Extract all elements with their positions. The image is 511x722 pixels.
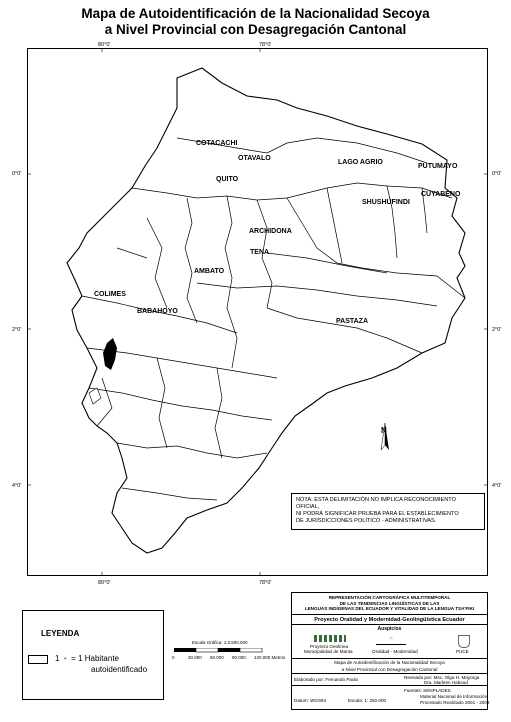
place-label-colimes: COLIMES [94,291,126,298]
coord-lat-4-left: 4°0' [12,483,22,489]
scale-tick-2: 60.000 [210,655,224,660]
scale-tick-0: 0 [172,655,175,660]
tb-project-text: Proyecto Oralidad y Modernidad-Geolingüística Ecuador [314,617,465,623]
place-label-pastaza: PASTAZA [336,318,369,325]
coord-lat-2-left: 2°0' [12,327,22,333]
place-label-lago-agrio: LAGO AGRIO [338,159,383,166]
tb-footer [292,685,490,710]
tb-map-title [292,658,487,673]
coord-lat-4-right: 4°0' [492,483,502,489]
legend-item-suffix: autoidentificado [91,665,148,674]
tb-sponsor2: Oralidad - Modernidad [372,649,418,654]
tb-map-title-2: a Nivel Provincial con Desagregación Cantonal [341,666,438,672]
place-label-shushufindi: SHUSHUFINDI [362,199,410,206]
tb-header [292,595,487,612]
country-outline [67,68,465,553]
legend-item-eq: = 1 Habitante [71,654,119,663]
tb-sponsor1a: Proyecto Geolínea [310,644,349,649]
place-label-putumayo: PUTUMAYO [418,163,458,170]
note-line2: NI PODRÁ SIGNIFICAR PRUEBA PARA EL ESTABLECIMIENTO [296,511,459,517]
scale-tick-4: 120.000 Metros [254,655,286,660]
coord-lat-2-right: 2°0' [492,327,502,333]
tb-sources-1: Fuentes: SENPLADES [404,688,451,693]
tb-sponsor1b: Municipalidad de Manta [304,649,353,654]
tb-made-by: Elaborado por: Fernando Paulo [294,677,359,682]
tb-sources-3: Procesado Realizado 2001 - 2003 [420,700,490,705]
scale-tick-1: 30.000 [188,655,202,660]
scale-bar-graphic [174,648,284,654]
coord-lat-0-left: 0°0' [12,171,22,177]
coord-lon-78-top: 78°0' [259,42,272,48]
map-title [0,6,511,38]
legend-item [55,654,119,663]
place-label-archidona: ARCHIDONA [249,228,292,235]
title-block [291,592,488,710]
disclaimer-note [291,493,485,530]
place-label-babahoyo: BABAHOYO [137,308,178,315]
north-arrow-label: N [381,426,387,435]
tb-scale: Escala: 1: 250.000 [348,698,387,703]
legend-title: LEYENDA [41,629,80,638]
tb-header-3: LENGUAS INDÍGENAS DEL ECUADOR Y VITALIDAD DE LA LENGUA TSA'FIKI [304,606,475,611]
tb-reviewed-1: Revisado por: Msc. Olga H. Mayorga [404,675,480,680]
note-line3: DE JURISDICCIONES POLÍTICO - ADMINISTRATIVAS. [296,518,437,524]
map-title-line1: Mapa de Autoidentificación de la Nacionalidad Secoya [81,6,430,21]
tb-credits [292,673,487,685]
scale-title: Escala Gráfica: 1:3.500.000 [192,640,248,645]
scale-tick-3: 90.000 [232,655,246,660]
tb-project [292,614,487,624]
sponsor-logo-3-icon [458,635,470,648]
coord-lon-78-bottom: 78°0' [259,580,272,586]
sponsor-logo-2: ~ [376,636,406,645]
tb-sources-2: Material Nacional de Información [420,694,488,699]
place-label-cuyabeno: CUYABENO [421,191,461,198]
dot-icon: • [63,654,67,663]
coord-lon-80-top: 80°0' [98,42,111,48]
place-label-cotacachi: COTACACHI [196,140,238,147]
tb-header-2: DE LAS TENDENCIAS LINGÜÍSTICAS DE LAS [339,600,440,606]
tb-map-title-1: Mapa de Autoidentificación de la Nacionalidad Secoya [334,660,445,665]
place-label-tena: TENA [250,249,270,256]
legend [22,610,164,700]
coord-lon-80-bottom: 80°0' [98,580,111,586]
tb-reviewed-2: Dra. Marleen Haboud [424,680,468,685]
tb-datum: Datum: WGS84 [294,698,327,703]
coord-lat-0-right: 0°0' [492,171,502,177]
place-label-otavalo: OTAVALO [238,155,271,162]
place-label-ambato: AMBATO [194,268,225,275]
sponsor-logo-1 [314,635,346,642]
note-line1: NOTA: ESTA DELIMITACIÓN NO IMPLICA RECONOCIMIENTO OFICIAL, [296,497,456,510]
tb-header-1: REPRESENTACIÓN CARTOGRÁFICA MULTITEMPORAL [328,595,451,600]
legend-swatch-icon [28,655,48,664]
tb-sponsors [292,624,487,658]
tb-sponsor3: PUCE [456,649,469,654]
legend-item-count: 1 [55,654,60,663]
map-title-line2: a Nivel Provincial con Desagregación Cantonal [104,22,407,37]
place-label-quito: QUITO [216,176,239,183]
tb-sponsors-label: Auspicios [377,626,402,632]
